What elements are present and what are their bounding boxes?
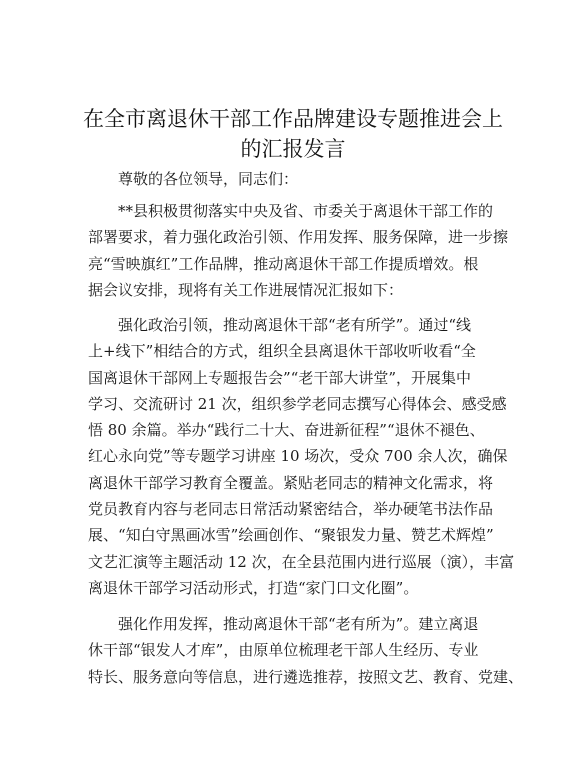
paragraph-political-guidance [88, 312, 515, 601]
paragraph-line: 休干部“银发人才库”，由原单位梳理老干部人生经历、专业 [88, 641, 479, 660]
paragraph-line: 红心永向党”等专题学习讲座 10 场次，受众 700 余人次，确保 [88, 447, 508, 466]
paragraph-line: 强化作用发挥，推动离退休干部“老有所为”。建立离退 [118, 615, 479, 633]
paragraph-line: **县积极贯彻落实中央及省、市委关于离退休干部工作的 [118, 202, 494, 220]
paragraph-line: 展、“知白守黑画冰雪”绘画创作、“聚银发力量、赞艺术辉煌” [88, 526, 494, 545]
paragraph-line: 党员教育内容与老同志日常活动紧密结合，举办硬笔书法作品 [88, 500, 494, 519]
paragraph-intro [88, 198, 508, 303]
paragraph-line: 悟 80 余篇。举办“践行二十大、奋进新征程”“退休不褪色、 [88, 421, 485, 440]
paragraph-line: 离退休干部学习教育全覆盖。紧贴老同志的精神文化需求，将 [88, 473, 494, 492]
paragraph-line: 国离退休干部网上专题报告会”“老干部大讲堂”，开展集中 [88, 368, 472, 387]
document-title-line-1: 在全市离退休干部工作品牌建设专题推进会上 [83, 107, 503, 131]
paragraph-line: 上+线下”相结合的方式，组织全县离退休干部收听收看“全 [88, 342, 476, 361]
paragraph-role-play [88, 611, 524, 690]
paragraph-line: 据会议安排，现将有关工作进展情况汇报如下： [88, 280, 404, 299]
document-title-line-2: 的汇报发言 [240, 137, 346, 161]
paragraph-line: 强化政治引领，推动离退休干部“老有所学”。通过“线 [118, 316, 472, 334]
paragraph-line: 部署要求，着力强化政治引领、作用发挥、服务保障，进一步擦 [88, 228, 509, 247]
paragraph-line: 亮“雪映旗红”工作品牌，推动离退休干部工作提质增效。根 [88, 254, 479, 273]
paragraph-line: 离退休干部学习活动形式，打造“家门口文化圈”。 [88, 578, 419, 597]
paragraph-line: 学习、交流研讨 21 次，组织参学老同志撰写心得体会、感受感 [88, 394, 507, 413]
paragraph-line: 文艺汇演等主题活动 12 次，在全县范围内进行巡展（演），丰富 [88, 552, 515, 571]
paragraph-line: 特长、服务意向等信息，进行遴选推荐，按照文艺、教育、党建、 [88, 667, 524, 686]
salutation: 尊敬的各位领导，同志们： [118, 170, 299, 188]
